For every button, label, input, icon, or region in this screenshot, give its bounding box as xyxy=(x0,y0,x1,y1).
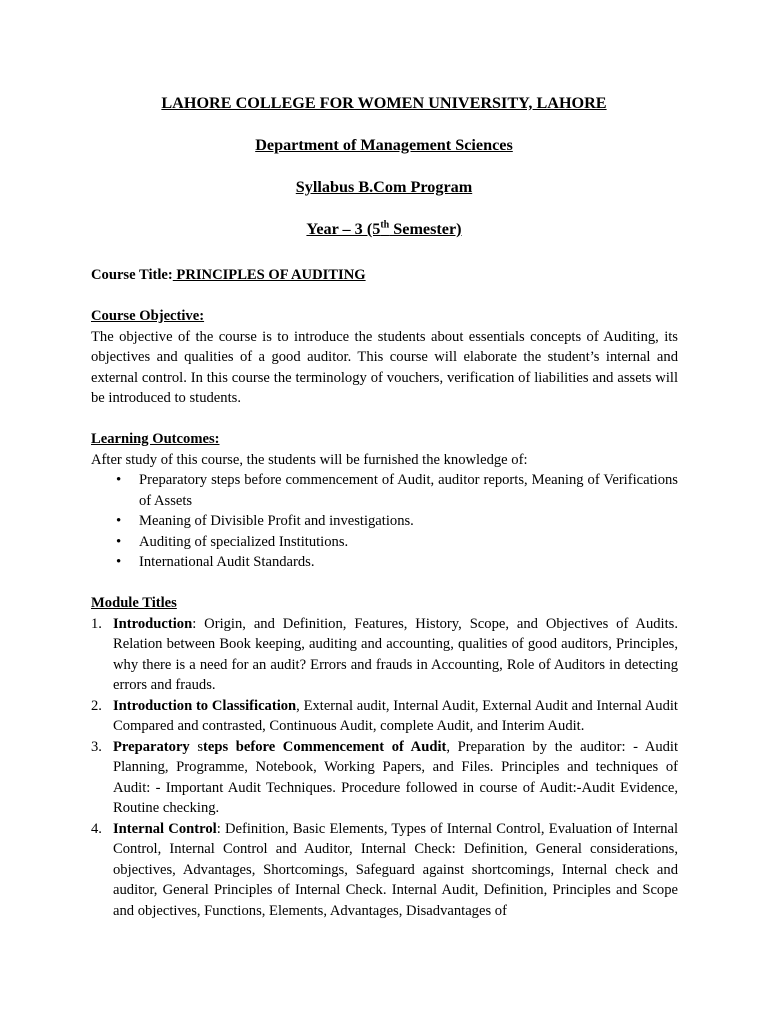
module-name: Introduction xyxy=(113,615,193,632)
module-description: : Origin, and Definition, Features, History, Scope, and Objectives of Audits. Relation between Book keeping, auditing and accounting, qualities of good auditors, Principles, why there is a need for an audit? Errors and frauds in Accounting, Role of Auditors in detecting errors and frauds. xyxy=(113,615,678,693)
course-objective-heading: Course Objective: xyxy=(91,308,205,324)
module-name: Introduction to Classification xyxy=(113,697,297,714)
module-item xyxy=(91,614,678,696)
module-number: 2. xyxy=(91,697,102,714)
course-title-label: Course Title: xyxy=(91,267,173,283)
university-title: LAHORE COLLEGE FOR WOMEN UNIVERSITY, LAHORE xyxy=(161,94,607,112)
module-item xyxy=(91,696,678,737)
module-description: : Definition, Basic Elements, Types of Internal Control, Evaluation of Internal Control, Internal Control and Auditor, Internal Check: Definition, General considerations, objectives, Advantages, Shortcomings, Safeguard against shortcomings, Internal check and auditor, General Principles of Internal Check. Internal Audit, Definition, Principles and Scope and objectives, Functions, Elements, Advantages, Disadvantages of xyxy=(113,820,679,919)
module-name: Internal Control xyxy=(113,820,217,837)
course-title-value: PRINCIPLES OF AUDITING xyxy=(172,267,366,283)
list-item: • Auditing of specialized Institutions. xyxy=(139,532,678,553)
module-number: 1. xyxy=(91,615,102,632)
learning-outcomes-list xyxy=(91,470,678,573)
list-item: • Preparatory steps before commencement of Audit, auditor reports, Meaning of Verifications of Assets xyxy=(139,470,678,511)
module-name-part-b: teps before Commencement of Audit xyxy=(203,738,447,755)
module-titles-heading: Module Titles xyxy=(91,595,177,611)
module-name-part-a: Preparatory xyxy=(113,738,190,755)
year-semester-title xyxy=(0,219,768,240)
module-description: , Preparation by the auditor: - Audit Planning, Programme, Notebook, Working Papers, and Files. Principles and techniques of Audit: - Important Audit Techniques. Procedure followed in course of Audit:-Audit Evidence, Routine checking. xyxy=(113,738,679,816)
course-title-line xyxy=(91,265,678,286)
module-item xyxy=(91,819,679,922)
module-list xyxy=(91,614,678,922)
list-item: • International Audit Standards. xyxy=(139,552,678,573)
list-item: • Meaning of Divisible Profit and investigations. xyxy=(139,511,678,532)
course-objective-text: The objective of the course is to introduce the students about essentials concepts of Auditing, its objectives and qualities of a good auditor. This course will elaborate the student’s internal and external control. In this course the terminology of vouchers, verification of liabilities and assets will be introduced to students. xyxy=(91,328,678,406)
module-name-mid: s xyxy=(189,738,204,755)
program-title: Syllabus B.Com Program xyxy=(295,178,473,196)
learning-outcomes-intro: After study of this course, the students will be furnished the knowledge of: xyxy=(91,451,528,468)
module-number: 3. xyxy=(91,738,102,755)
module-item xyxy=(91,737,679,819)
year-superscript: th xyxy=(380,219,390,231)
module-number: 4. xyxy=(91,820,102,837)
module-description: , External audit, Internal Audit, External Audit and Internal Audit Compared and contrasted, Continuous Audit, complete Audit, and Interim Audit. xyxy=(113,697,678,734)
department-title: Department of Management Sciences xyxy=(255,136,513,154)
syllabus-body xyxy=(91,265,678,921)
year-prefix: Year – 3 (5 xyxy=(306,220,381,238)
year-suffix: Semester) xyxy=(389,220,462,238)
learning-outcomes-heading: Learning Outcomes: xyxy=(91,431,220,447)
